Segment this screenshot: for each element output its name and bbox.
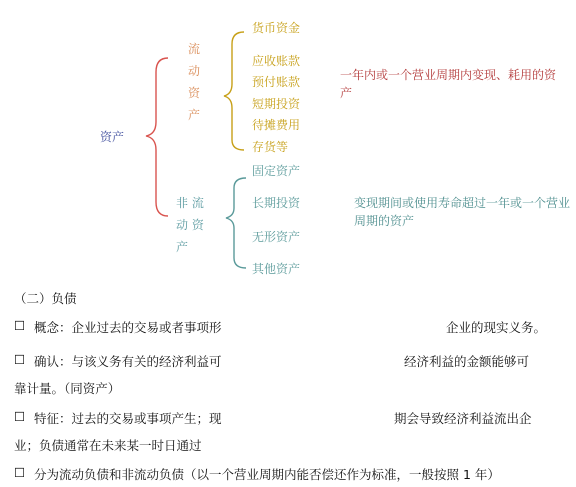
section-heading: （二）负债 [14,291,77,306]
feature-text-end: 期会导致经济利益流出企 [394,411,532,426]
root-label: 资产 [100,130,125,144]
checkbox-icon: ☐ [14,465,26,480]
noncurrent-label-row1: 非 流 [176,196,204,210]
recognition-text: 确认：与该义务有关的经济利益可 [34,354,222,369]
current-item: 待摊费用 [252,118,301,133]
checkbox-icon: ☐ [14,409,26,424]
current-char-1: 流 [187,42,200,56]
noncurrent-item: 无形资产 [252,230,301,244]
current-char-3: 资 [187,86,200,100]
root-bracket [146,58,168,216]
current-item: 应收账款 [252,54,301,68]
noncurrent-item: 长期投资 [252,196,301,210]
noncurrent-bracket [226,178,246,268]
recognition-text-cont: 靠计量。（同资产） [14,381,121,396]
current-items-list [252,51,300,158]
current-item: 预付账款 [252,75,301,90]
noncurrent-item: 固定资产 [252,164,301,178]
classification-text: 分为流动负债和非流动负债（以一个营业周期内能否偿还作为标准，一般按照 1 年） [34,467,500,482]
noncurrent-note: 变现期间或使用寿命超过一年或一个营业周期的资产 [354,196,571,228]
noncurrent-label-row2: 动 资 [176,218,204,232]
noncurrent-item: 其他资产 [252,262,301,276]
concept-text: 概念：企业过去的交易或者事项形 [34,320,222,335]
current-item: 短期投资 [252,96,301,111]
current-item: 存货等 [252,139,289,154]
current-note: 一年内或一个营业周期内变现、耗用的资产 [340,68,557,100]
current-bracket [224,32,244,150]
checkbox-icon: ☐ [14,352,26,367]
feature-text-cont: 业；负债通常在未来某一时日通过 [14,438,202,453]
concept-text-end: 企业的现实义务。 [446,320,547,335]
noncurrent-label-row3: 产 [176,240,189,254]
current-assets-label [186,38,202,126]
current-char-4: 产 [187,108,200,122]
current-char-2: 动 [187,64,200,78]
feature-text: 特征：过去的交易或事项产生；现 [34,411,222,426]
current-item: 货币资金 [252,21,301,35]
recognition-text-end: 经济利益的金额能够可 [404,354,530,369]
checkbox-icon: ☐ [14,318,26,333]
